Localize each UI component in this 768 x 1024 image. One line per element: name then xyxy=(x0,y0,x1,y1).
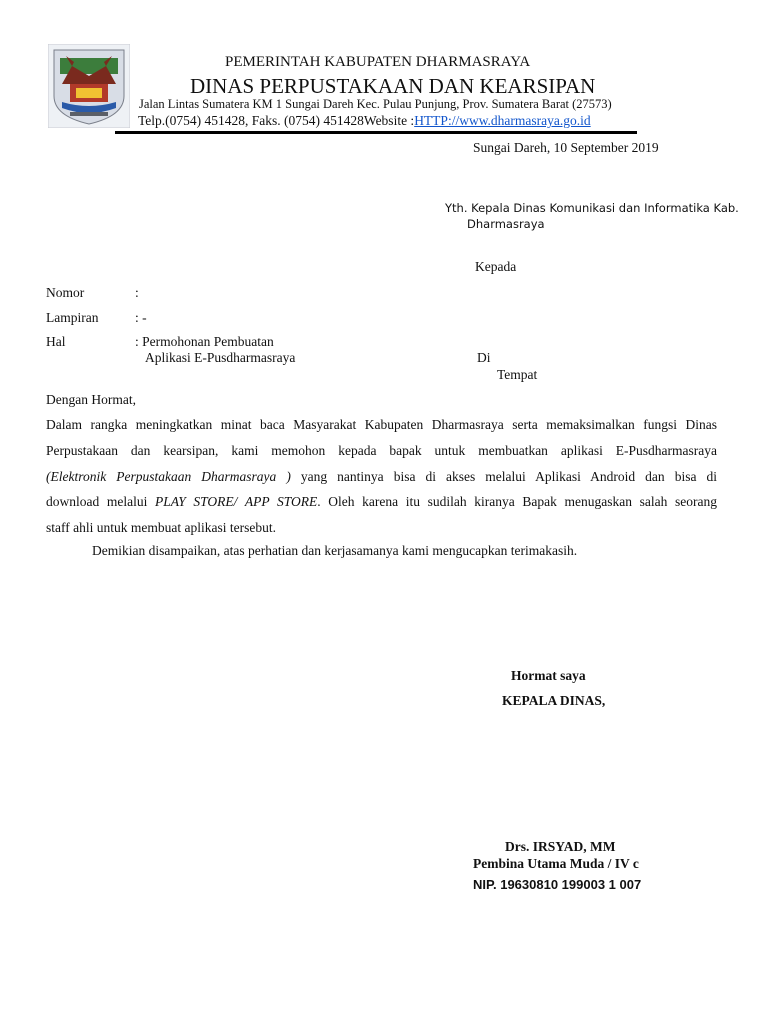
recipient-tempat: Tempat xyxy=(497,367,538,382)
body-line-5: staff ahli untuk membuat aplikasi tersebut. xyxy=(46,520,276,536)
recipient-line-2: Dharmasraya xyxy=(467,217,545,231)
nomor-value: : xyxy=(135,285,139,300)
contact-line xyxy=(138,113,591,129)
hal-value-2: Aplikasi E-Pusdharmasraya xyxy=(145,350,296,365)
body-line-2: Perpustakaan dan kearsipan, kami memohon kepada bapak untuk membuatkan aplikasi E-Pusdharmasraya xyxy=(46,442,717,458)
closing-sentence: Demikian disampaikan, atas perhatian dan kerjasamanya kami mengucapkan terimakasih. xyxy=(92,543,578,558)
body-paragraph xyxy=(46,412,717,541)
hal-label: Hal xyxy=(46,334,66,349)
body-line-4 xyxy=(46,489,717,515)
lampiran-value: : - xyxy=(135,310,147,325)
body-line-1: Dalam rangka meningkatkan minat baca Masyarakat Kabupaten Dharmasraya serta memaksimalkan fungsi Dinas xyxy=(46,417,717,432)
body-italic-store-names: PLAY STORE/ APP STORE xyxy=(155,494,318,510)
body-line-4-rest: . Oleh karena itu sudilah kiranya Bapak menugaskan salah seorang xyxy=(317,494,717,510)
nomor-label: Nomor xyxy=(46,285,85,300)
body-line-3-rest: yang nantinya bisa di akses melalui Aplikasi Android dan bisa di xyxy=(290,468,717,484)
signatory-rank: Pembina Utama Muda / IV c xyxy=(473,856,639,871)
website-link[interactable]: HTTP://www.dharmasraya.go.id xyxy=(414,113,591,128)
agency-address: Jalan Lintas Sumatera KM 1 Sungai Dareh Kec. Pulau Punjung, Prov. Sumatera Barat (27573) xyxy=(139,97,612,111)
recipient-line-1: Yth. Kepala Dinas Komunikasi dan Informatika Kab. xyxy=(445,201,739,215)
contact-phone-fax: Telp.(0754) 451428, Faks. (0754) 451428Website : xyxy=(138,113,415,128)
signature-regards: Hormat saya xyxy=(511,668,586,683)
signatory-nip: NIP. 19630810 199003 1 007 xyxy=(473,877,642,892)
government-title: PEMERINTAH KABUPATEN DHARMASRAYA xyxy=(225,54,531,70)
body-italic-ebook-name: (Elektronik Perpustakaan Dharmasraya ) xyxy=(46,468,291,484)
recipient-di: Di xyxy=(477,350,491,365)
hal-value-1: : Permohonan Pembuatan xyxy=(135,334,274,349)
recipient-kepada: Kepada xyxy=(475,259,517,274)
letter-date: Sungai Dareh, 10 September 2019 xyxy=(473,140,659,155)
salutation: Dengan Hormat, xyxy=(46,392,136,407)
agency-title: DINAS PERPUSTAKAAN DAN KEARSIPAN xyxy=(190,74,596,98)
signature-position: KEPALA DINAS, xyxy=(502,693,606,708)
body-line-3 xyxy=(46,464,717,490)
regency-emblem-logo xyxy=(48,44,130,128)
body-line-4-start: download melalui xyxy=(46,494,156,510)
signatory-name: Drs. IRSYAD, MM xyxy=(505,839,616,854)
letterhead-divider xyxy=(115,131,637,134)
lampiran-label: Lampiran xyxy=(46,310,99,325)
